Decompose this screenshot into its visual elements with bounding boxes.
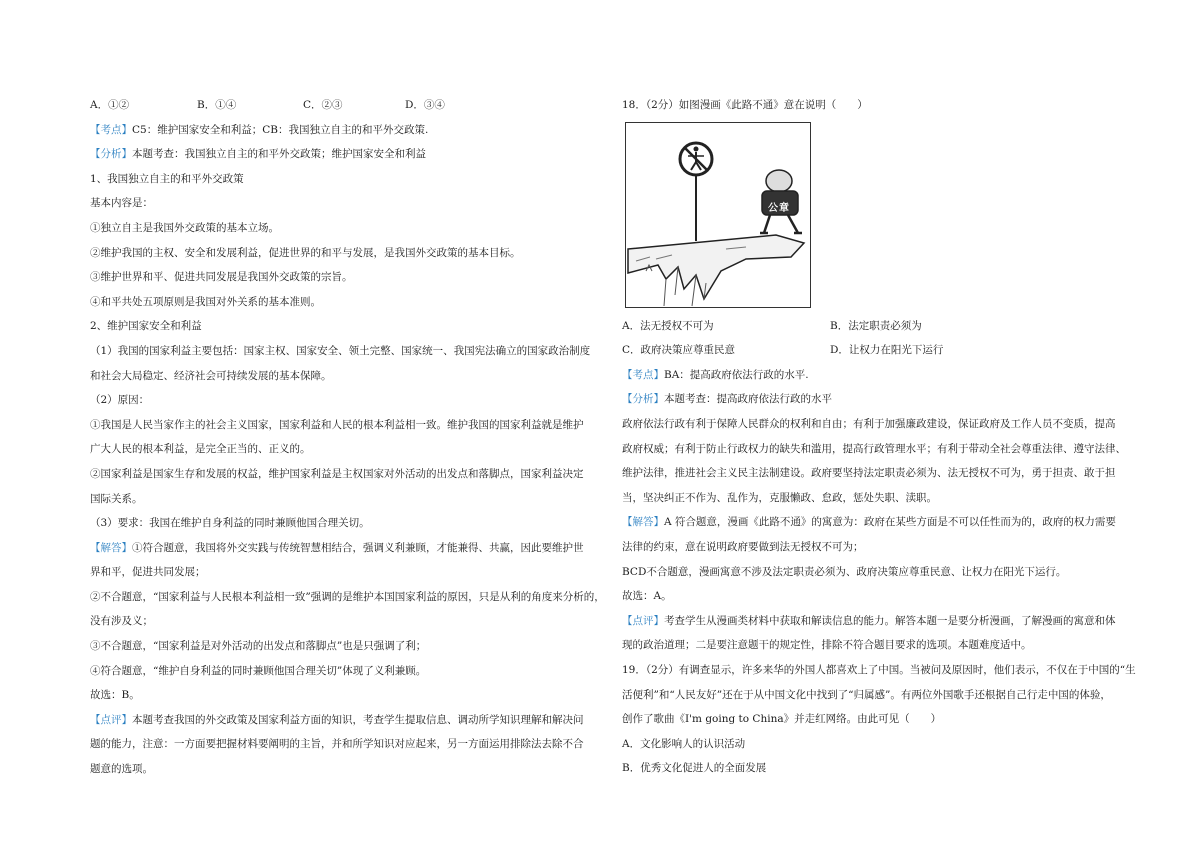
option-b: B．①④ [197, 99, 237, 111]
jieda-text: ①符合题意，我国将外交实践与传统智慧相结合，强调义利兼顾，才能兼得、共赢，因此要维护世 [132, 541, 584, 554]
answer-options-row-2 [622, 338, 1116, 363]
text-line: ③不合题意，“国家利益是对外活动的出发点和落脚点”也是只强调了利； [90, 640, 427, 653]
option-a: A．文化影响人的认识活动 [622, 737, 746, 750]
jieda-line [90, 536, 594, 561]
right-column [622, 93, 1136, 781]
text-line: ①独立自主是我国外交政策的基本立场。 [90, 221, 279, 234]
jieda-line [622, 510, 1116, 535]
kaodian-line [90, 118, 594, 143]
text-line: 政府依法行政有利于保障人民群众的权利和自由；有利于加强廉政建设，保证政府及工作人员不变质，提高 [622, 417, 1116, 430]
text-line: 题的能力，注意：一方面要把握材料要阐明的主旨，并和所学知识对应起来，另一方面运用排除法去除不合 [90, 738, 584, 751]
text-line: 政府权威；有利于防止行政权力的缺失和滥用，提高行政管理水平；有利于带动全社会尊重法律、遵守法律、 [622, 442, 1126, 455]
left-column [90, 93, 605, 782]
text-line: 故选：A。 [622, 590, 672, 603]
fenxi-line [622, 387, 1116, 412]
option-b: B．法定职责必须为 [830, 319, 922, 332]
text-line: 基本内容是： [90, 197, 153, 210]
text-line: ③维护世界和平、促进共同发展是我国外交政策的宗旨。 [90, 271, 353, 284]
dianping-text: 本题考查我国的外交政策及国家利益方面的知识，考查学生提取信息、调动所学知识理解和解决问 [132, 713, 584, 726]
text-line: 界和平，促进共同发展； [90, 566, 206, 579]
text-line: 国际关系。 [90, 492, 143, 505]
text-line: 广大人民的根本利益，是完全正当的、正义的。 [90, 443, 311, 456]
question-19-line: 活便利”和“人民友好”还在于从中国文化中找到了“归属感”。有两位外国歌手还根据自己行走中国的体验， [622, 688, 1111, 701]
fenxi-text: 本题考查：我国独立自主的和平外交政策；维护国家安全和利益 [132, 148, 426, 161]
text-line: ④符合题意，“维护自身利益的同时兼顾他国合理关切”体现了义利兼顾。 [90, 664, 427, 677]
text-line: 故选：B。 [90, 689, 140, 702]
jieda-tag: 【解答】 [622, 516, 664, 529]
jieda-text: A 符合题意，漫画《此路不通》的寓意为：政府在某些方面是不可以任性而为的，政府的权力需要 [664, 516, 1116, 529]
text-line: 现的政治道理；二是要注意题干的规定性，排除不符合题目要求的选项。本题难度适中。 [622, 639, 1032, 652]
text-line: 和社会大局稳定、经济社会可持续发展的基本保障。 [90, 369, 332, 382]
text-line: ①我国是人民当家作主的社会主义国家，国家利益和人民的根本利益相一致。维护我国的国家利益就是维护 [90, 418, 584, 431]
option-c: C．②③ [303, 99, 343, 111]
cartoon-image [625, 122, 811, 308]
text-line: ②国家利益是国家生存和发展的权益，维护国家利益是主权国家对外活动的出发点和落脚点，国家利益决定 [90, 467, 584, 480]
dianping-line [622, 609, 1116, 634]
text-line: BCD不合题意，漫画寓意不涉及法定职责必须为、政府决策应尊重民意、让权力在阳光下运行。 [622, 565, 1067, 578]
kaodian-line [622, 363, 1116, 388]
text-line: （3）要求：我国在维护自身利益的同时兼顾他国合理关切。 [90, 517, 370, 530]
fenxi-tag: 【分析】 [90, 148, 132, 161]
answer-options-row-1 [622, 314, 1116, 339]
text-line: ②不合题意，“国家利益与人民根本利益相一致”强调的是维护本国国家利益的原因，只是从利的角度来分析的， [90, 590, 605, 603]
option-c: C．政府决策应尊重民意 [622, 344, 736, 357]
option-b: B．优秀文化促进人的全面发展 [622, 762, 767, 775]
text-line: 题意的选项。 [90, 763, 153, 776]
question-19-line: 创作了歌曲《I'm going to China》并走红网络。由此可见（ ） [622, 713, 942, 726]
jieda-tag: 【解答】 [90, 541, 132, 554]
text-line: （1）我国的国家利益主要包括：国家主权、国家安全、领土完整、国家统一、我国宪法确立的国家政治制度 [90, 344, 591, 357]
answer-options [90, 93, 594, 118]
text-line: ④和平共处五项原则是我国对外关系的基本准则。 [90, 295, 321, 308]
text-line: 1、我国独立自主的和平外交政策 [90, 172, 244, 185]
kaodian-text: C5：维护国家安全和利益；CB：我国独立自主的和平外交政策. [132, 123, 429, 136]
dianping-line [90, 708, 594, 733]
kaodian-text: BA：提高政府依法行政的水平. [664, 368, 809, 381]
text-line: （2）原因： [90, 394, 150, 407]
fenxi-tag: 【分析】 [622, 393, 664, 406]
option-d: D．③④ [405, 99, 445, 111]
dianping-tag: 【点评】 [622, 614, 664, 627]
text-line: 维护法律，推进社会主义民主法制建设。政府要坚持法定职责必须为、法无授权不可为，勇于担责、敢于担 [622, 467, 1116, 480]
text-line: 没有涉及义； [90, 615, 153, 628]
kaodian-tag: 【考点】 [90, 123, 132, 136]
text-line: ②维护我国的主权、安全和发展利益，促进世界的和平与发展，是我国外交政策的基本目标。 [90, 246, 521, 259]
dianping-tag: 【点评】 [90, 713, 132, 726]
option-a: A．①② [90, 99, 130, 111]
dianping-text: 考查学生从漫画类材料中获取和解读信息的能力。解答本题一是要分析漫画，了解漫画的寓意和体 [664, 614, 1116, 627]
option-d: D．让权力在阳光下运行 [830, 344, 944, 357]
text-line: 2、维护国家安全和利益 [90, 320, 202, 333]
question-18: 18．（2分）如图漫画《此路不通》意在说明（ ） [622, 99, 868, 111]
text-line: 当，坚决纠正不作为、乱作为，克服懒政、怠政，惩处失职、渎职。 [622, 491, 937, 504]
question-19-line: 19．（2分）有调查显示，许多来华的外国人都喜欢上了中国。当被问及原因时，他们表示，不仅在于中国的“生 [622, 663, 1136, 676]
kaodian-tag: 【考点】 [622, 368, 664, 381]
cartoon-label: 公章 [768, 202, 790, 214]
fenxi-text: 本题考查：提高政府依法行政的水平 [664, 393, 832, 406]
option-a: A．法无授权不可为 [622, 319, 714, 332]
text-line: 法律的约束，意在说明政府要做到法无授权不可为； [622, 540, 864, 553]
fenxi-line [90, 142, 594, 167]
